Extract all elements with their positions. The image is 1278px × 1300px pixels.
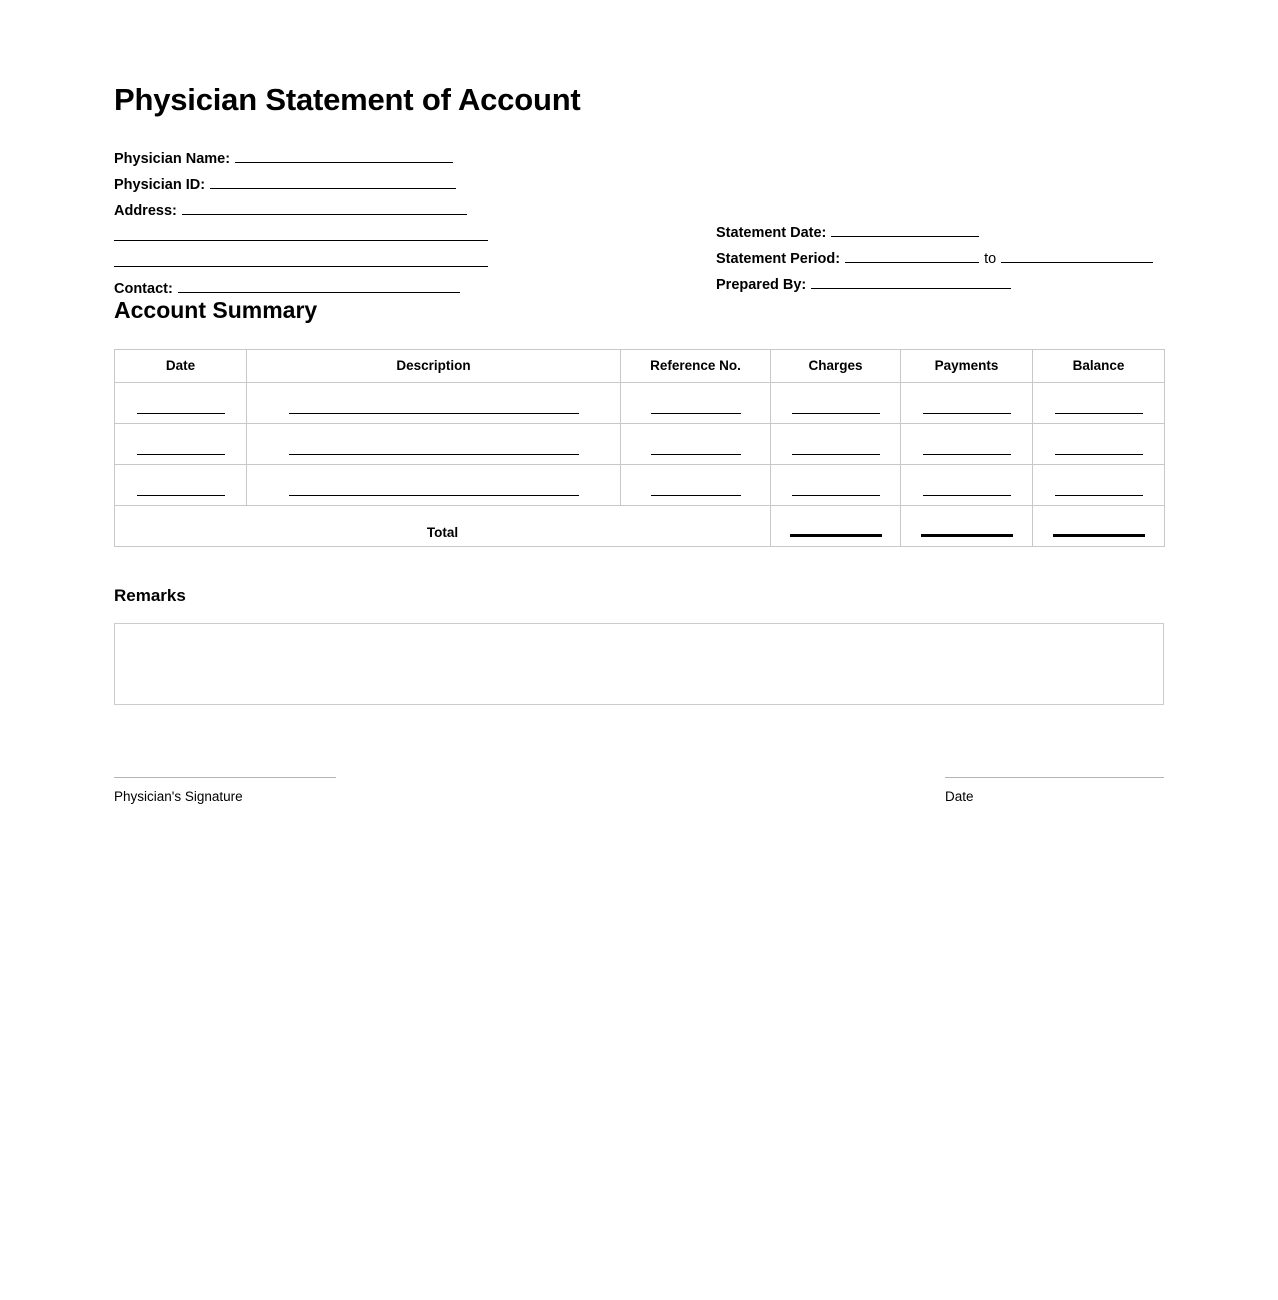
balance-input[interactable] — [1055, 486, 1143, 496]
signature-date-line[interactable] — [945, 777, 1164, 778]
physician-id-input[interactable] — [210, 174, 456, 189]
physician-signature-label: Physician's Signature — [114, 788, 243, 804]
cell-balance[interactable] — [1033, 464, 1165, 505]
remarks-input[interactable] — [114, 623, 1164, 705]
table-row — [115, 423, 1165, 464]
cell-description[interactable] — [247, 382, 621, 423]
cell-balance[interactable] — [1033, 382, 1165, 423]
field-label-physician-id: Physician ID: — [114, 176, 206, 193]
reference-no-input[interactable] — [651, 445, 741, 455]
physician-signature-block — [114, 777, 336, 805]
charges-input[interactable] — [792, 486, 880, 496]
cell-reference-no[interactable] — [621, 464, 771, 505]
column-header-charges: Charges — [771, 349, 901, 382]
date-input[interactable] — [137, 445, 225, 455]
description-input[interactable] — [289, 486, 579, 496]
cell-total-payments[interactable] — [901, 505, 1033, 546]
field-statement-period — [716, 246, 1168, 272]
table-row — [115, 464, 1165, 505]
address-line-2-input[interactable] — [114, 226, 488, 241]
column-header-balance: Balance — [1033, 349, 1165, 382]
field-physician-id — [114, 172, 674, 198]
description-input[interactable] — [289, 404, 579, 414]
date-input[interactable] — [137, 486, 225, 496]
field-label-contact: Contact: — [114, 280, 173, 297]
date-input[interactable] — [137, 404, 225, 414]
cell-reference-no[interactable] — [621, 382, 771, 423]
contact-input[interactable] — [178, 278, 460, 293]
field-label-physician-name: Physician Name: — [114, 150, 231, 167]
payments-input[interactable] — [923, 445, 1011, 455]
total-payments-input[interactable] — [921, 525, 1013, 537]
header-fields — [114, 146, 1164, 298]
header-right-column — [716, 220, 1168, 298]
total-charges-input[interactable] — [790, 525, 882, 537]
description-input[interactable] — [289, 445, 579, 455]
charges-input[interactable] — [792, 404, 880, 414]
account-summary-table — [114, 349, 1165, 547]
charges-input[interactable] — [792, 445, 880, 455]
column-header-payments: Payments — [901, 349, 1033, 382]
account-summary-heading: Account Summary — [114, 296, 318, 323]
cell-description[interactable] — [247, 464, 621, 505]
balance-input[interactable] — [1055, 445, 1143, 455]
physician-name-input[interactable] — [235, 148, 453, 163]
column-header-reference-no: Reference No. — [621, 349, 771, 382]
reference-no-input[interactable] — [651, 486, 741, 496]
statement-period-end-input[interactable] — [1001, 248, 1153, 263]
total-label: Total — [115, 505, 771, 546]
cell-charges[interactable] — [771, 464, 901, 505]
statement-period-separator: to — [984, 250, 997, 267]
field-address — [114, 198, 674, 224]
statement-period-start-input[interactable] — [845, 248, 979, 263]
reference-no-input[interactable] — [651, 404, 741, 414]
signature-date-label: Date — [945, 788, 974, 804]
header-left-column — [114, 146, 674, 302]
page-title: Physician Statement of Account — [114, 82, 581, 117]
cell-reference-no[interactable] — [621, 423, 771, 464]
balance-input[interactable] — [1055, 404, 1143, 414]
statement-date-input[interactable] — [831, 222, 979, 237]
cell-total-charges[interactable] — [771, 505, 901, 546]
payments-input[interactable] — [923, 404, 1011, 414]
signature-area — [114, 777, 1164, 827]
table-row — [115, 382, 1165, 423]
cell-charges[interactable] — [771, 382, 901, 423]
column-header-description: Description — [247, 349, 621, 382]
physician-signature-line[interactable] — [114, 777, 336, 778]
prepared-by-input[interactable] — [811, 274, 1011, 289]
field-label-prepared-by: Prepared By: — [716, 276, 807, 293]
cell-payments[interactable] — [901, 382, 1033, 423]
field-statement-date — [716, 220, 1168, 246]
cell-date[interactable] — [115, 423, 247, 464]
cell-charges[interactable] — [771, 423, 901, 464]
field-label-statement-period: Statement Period: — [716, 250, 841, 267]
remarks-heading: Remarks — [114, 585, 186, 605]
address-line-3-input[interactable] — [114, 252, 488, 267]
table-header-row — [115, 349, 1165, 382]
field-address-line-3 — [114, 250, 674, 276]
field-physician-name — [114, 146, 674, 172]
table-total-row — [115, 505, 1165, 546]
cell-payments[interactable] — [901, 464, 1033, 505]
signature-date-block — [945, 777, 1164, 805]
field-prepared-by — [716, 272, 1168, 298]
cell-description[interactable] — [247, 423, 621, 464]
field-address-line-2 — [114, 224, 674, 250]
cell-payments[interactable] — [901, 423, 1033, 464]
cell-date[interactable] — [115, 464, 247, 505]
cell-total-balance[interactable] — [1033, 505, 1165, 546]
cell-date[interactable] — [115, 382, 247, 423]
cell-balance[interactable] — [1033, 423, 1165, 464]
field-label-statement-date: Statement Date: — [716, 224, 827, 241]
field-contact — [114, 276, 674, 302]
payments-input[interactable] — [923, 486, 1011, 496]
total-balance-input[interactable] — [1053, 525, 1145, 537]
field-label-address: Address: — [114, 202, 177, 219]
column-header-date: Date — [115, 349, 247, 382]
address-input[interactable] — [182, 200, 467, 215]
